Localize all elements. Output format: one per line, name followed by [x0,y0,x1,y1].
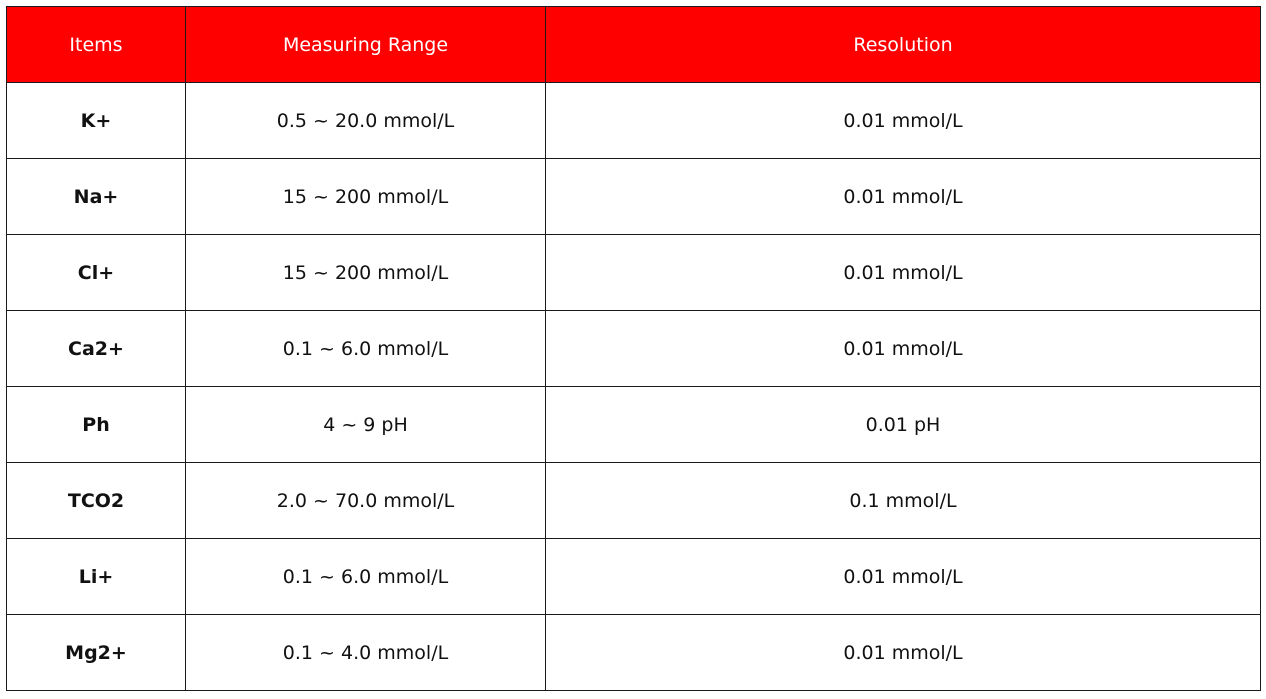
range-cell: 15 ~ 200 mmol/L [186,235,546,311]
range-cell: 4 ~ 9 pH [186,387,546,463]
range-cell: 15 ~ 200 mmol/L [186,159,546,235]
header-items: Items [7,7,186,83]
item-cell: Ph [7,387,186,463]
table-row [7,387,1261,463]
range-cell: 0.1 ~ 4.0 mmol/L [186,615,546,691]
item-cell: Li+ [7,539,186,615]
table-row [7,615,1261,691]
item-cell: TCO2 [7,463,186,539]
resolution-cell: 0.01 mmol/L [546,235,1261,311]
resolution-cell: 0.01 mmol/L [546,311,1261,387]
specifications-table [6,6,1261,691]
resolution-cell: 0.01 mmol/L [546,539,1261,615]
resolution-cell: 0.01 mmol/L [546,159,1261,235]
table-row [7,463,1261,539]
item-cell: Cl+ [7,235,186,311]
resolution-cell: 0.01 mmol/L [546,615,1261,691]
resolution-cell: 0.01 pH [546,387,1261,463]
header-resolution: Resolution [546,7,1261,83]
range-cell: 0.5 ~ 20.0 mmol/L [186,83,546,159]
range-cell: 2.0 ~ 70.0 mmol/L [186,463,546,539]
resolution-cell: 0.01 mmol/L [546,83,1261,159]
table-row [7,539,1261,615]
table-row [7,311,1261,387]
item-cell: Mg2+ [7,615,186,691]
table-row [7,235,1261,311]
resolution-cell: 0.1 mmol/L [546,463,1261,539]
table-row [7,83,1261,159]
header-measuring-range: Measuring Range [186,7,546,83]
item-cell: Na+ [7,159,186,235]
item-cell: Ca2+ [7,311,186,387]
specifications-table-container [6,6,1260,691]
item-cell: K+ [7,83,186,159]
table-header-row [7,7,1261,83]
range-cell: 0.1 ~ 6.0 mmol/L [186,311,546,387]
table-row [7,159,1261,235]
range-cell: 0.1 ~ 6.0 mmol/L [186,539,546,615]
